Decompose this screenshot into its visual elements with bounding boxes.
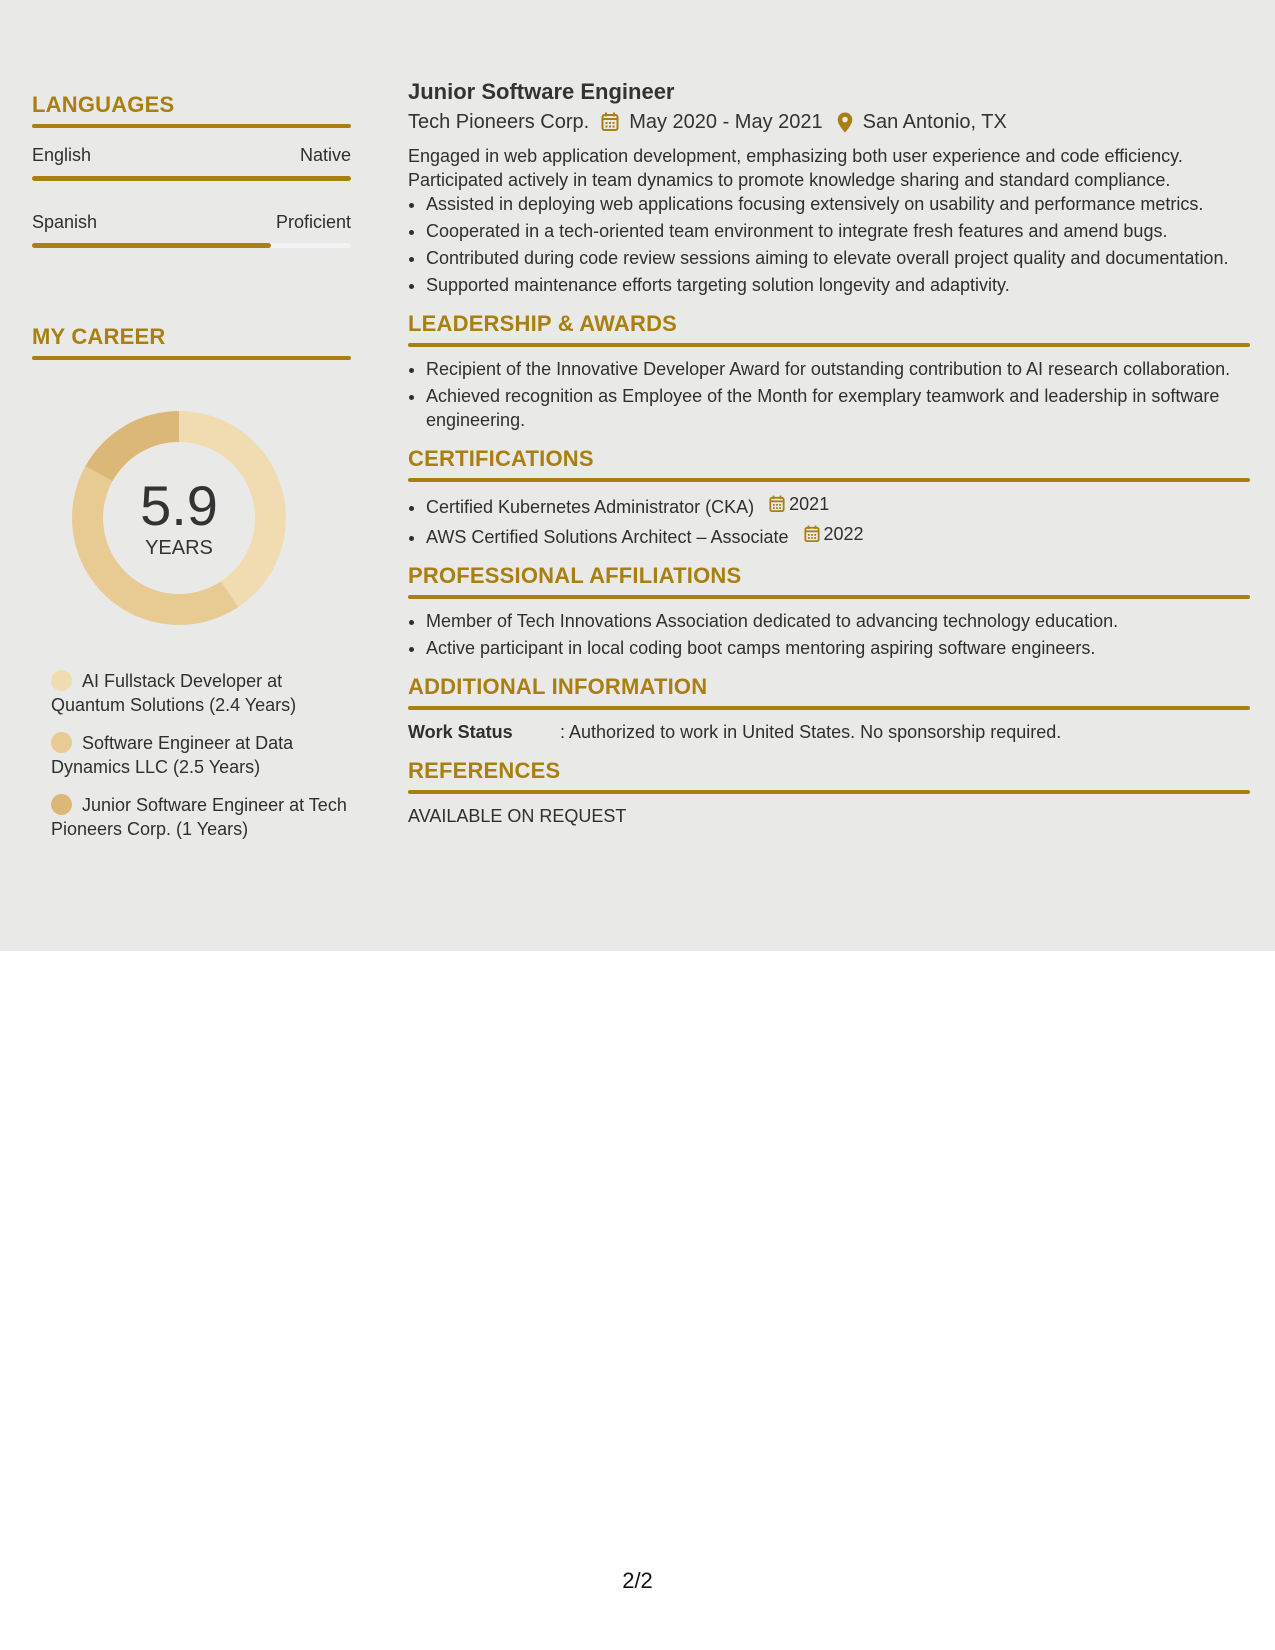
job-meta <box>408 108 1250 136</box>
leadership-title: LEADERSHIP & AWARDS <box>408 311 678 336</box>
language-level: Proficient <box>275 212 351 232</box>
section-divider <box>32 356 351 360</box>
legend-item <box>51 669 351 717</box>
job-summary: Engaged in web application development, emphasizing both user experience and code efficiency. Participated actively in team dynamics to promote knowledge sharing and standard compliance. <box>408 146 1183 190</box>
leadership-list <box>408 357 1250 432</box>
list-item: • Recipient of the Innovative Developer Award for outstanding contribution to AI research collaboration. <box>426 357 1250 381</box>
section-divider <box>32 124 351 128</box>
career-title: MY CAREER <box>32 324 166 349</box>
job-title: Junior Software Engineer <box>408 79 675 104</box>
legend-dot <box>51 732 72 753</box>
legend-label: AI Fullstack Developer at Quantum Solutions (2.4 Years) <box>51 671 297 715</box>
list-item <box>426 492 1250 519</box>
legend-item <box>51 731 351 779</box>
calendar-icon <box>601 112 619 132</box>
language-item <box>32 211 351 248</box>
list-item: • Assisted in deploying web applications focusing extensively on usability and performance metrics. <box>426 192 1250 216</box>
job-company: Tech Pioneers Corp. <box>408 111 590 133</box>
references-title: REFERENCES <box>408 758 561 783</box>
legend-label: Junior Software Engineer at Tech Pioneers Corp. (1 Years) <box>51 795 347 839</box>
career-donut-chart <box>66 405 292 631</box>
cert-name: AWS Certified Solutions Architect – Associate <box>426 527 789 547</box>
left-column <box>32 92 351 855</box>
affiliations-section <box>408 563 1250 660</box>
affiliations-list <box>408 609 1250 660</box>
legend-dot <box>51 794 72 815</box>
list-item: • Contributed during code review sessions aiming to elevate overall project quality and documentation. <box>426 246 1250 270</box>
job-location: San Antonio, TX <box>862 111 1007 133</box>
right-column <box>408 78 1250 828</box>
language-name: English <box>32 145 92 165</box>
certifications-list <box>408 492 1250 549</box>
language-level: Native <box>299 145 351 165</box>
calendar-icon <box>769 495 785 513</box>
career-total-value: 5.9 <box>140 473 218 537</box>
work-status-row <box>408 720 1250 744</box>
proficiency-fill <box>32 176 351 181</box>
legend-item <box>51 793 351 841</box>
career-legend <box>51 669 351 841</box>
references-text: AVAILABLE ON REQUEST <box>408 806 627 826</box>
career-total-unit: YEARS <box>145 536 213 559</box>
cert-year: 2021 <box>789 494 830 514</box>
additional-info-title: ADDITIONAL INFORMATION <box>408 674 708 699</box>
cert-name: Certified Kubernetes Administrator (CKA) <box>426 497 755 517</box>
cert-year: 2022 <box>823 524 864 544</box>
calendar-icon <box>804 525 820 543</box>
additional-info-section <box>408 674 1250 744</box>
experience-entry <box>408 78 1250 297</box>
legend-dot <box>51 670 72 691</box>
language-item <box>32 144 351 181</box>
list-item: • Supported maintenance efforts targeting solution longevity and adaptivity. <box>426 273 1250 297</box>
section-divider <box>408 595 1250 599</box>
languages-section <box>32 92 351 248</box>
list-item: • Active participant in local coding boot camps mentoring aspiring software engineers. <box>426 636 1250 660</box>
proficiency-fill <box>32 243 271 248</box>
job-bullets <box>408 192 1250 297</box>
job-dates: May 2020 - May 2021 <box>629 111 823 133</box>
certifications-title: CERTIFICATIONS <box>408 446 594 471</box>
work-status-value: : Authorized to work in United States. No sponsorship required. <box>560 722 1062 742</box>
languages-title: LANGUAGES <box>32 92 175 117</box>
section-divider <box>408 343 1250 347</box>
work-status-label: Work Status <box>408 722 513 742</box>
language-name: Spanish <box>32 212 98 232</box>
proficiency-bar <box>32 176 351 181</box>
legend-label: Software Engineer at Data Dynamics LLC (2.5 Years) <box>51 733 294 777</box>
list-item: • Member of Tech Innovations Association dedicated to advancing technology education. <box>426 609 1250 633</box>
list-item <box>426 522 1250 549</box>
list-item: • Cooperated in a tech-oriented team environment to integrate fresh features and amend bugs. <box>426 219 1250 243</box>
list-item: • Achieved recognition as Employee of the Month for exemplary teamwork and leadership in software engineering. <box>426 384 1250 432</box>
career-section <box>32 324 351 841</box>
page-number: 2/2 <box>622 1568 653 1593</box>
affiliations-title: PROFESSIONAL AFFILIATIONS <box>408 563 742 588</box>
section-divider <box>408 790 1250 794</box>
references-section <box>408 758 1250 828</box>
location-pin-icon <box>837 112 853 133</box>
proficiency-bar <box>32 243 351 248</box>
leadership-section <box>408 311 1250 432</box>
section-divider <box>408 706 1250 710</box>
certifications-section <box>408 446 1250 549</box>
section-divider <box>408 478 1250 482</box>
